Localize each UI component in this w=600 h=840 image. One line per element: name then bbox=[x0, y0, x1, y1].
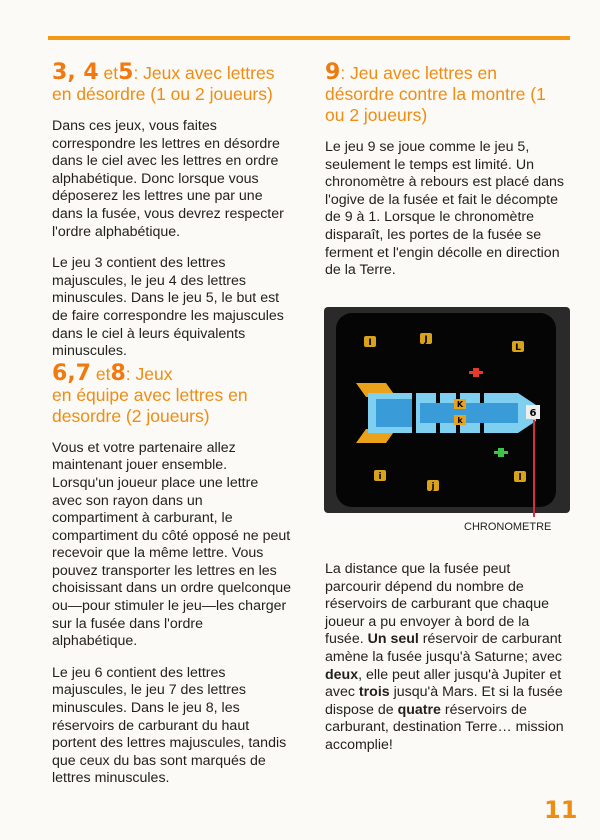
top-rule bbox=[48, 36, 570, 40]
left-column bbox=[52, 62, 292, 788]
fuel-letter: l bbox=[518, 473, 522, 483]
tv-screen bbox=[336, 313, 556, 507]
heading-game-9: 9: Jeu avec lettres en désordre contre la montre (1 ou 2 joueurs) bbox=[325, 60, 546, 125]
game-number: 3 bbox=[52, 60, 68, 85]
rocket-letter: k bbox=[457, 416, 463, 425]
right-column-bottom bbox=[325, 561, 570, 755]
fuel-letter: L bbox=[515, 343, 521, 353]
paragraph-distance: La distance que la fusée peut parcourir dépend du nombre de réservoirs de carburant que chaque joueur a pu envoyer à bord de la fusée. Un seul réservoir de carburant amène la fusée jusqu'à Saturne; avec deux, elle peut aller jusqu'à Jupiter et avec trois jusqu'à Mars. Et si la fusée dispose de quatre réservoirs de carburant, destination Terre… mission accomplie! bbox=[325, 561, 564, 753]
game-number: 6 bbox=[52, 360, 68, 386]
game-number: 4 bbox=[83, 60, 99, 85]
paragraph-intro: Dans ces jeux, vous faites correspondre les lettres en désordre dans le ciel avec les lettres en ordre alphabétique. Donc lorsque vous déposerez les lettres une par une dans la fusée, vous devrez respecter l'ordre alphabétique. bbox=[52, 118, 284, 240]
fuel-letter: j bbox=[431, 482, 435, 492]
figure-caption: CHRONOMETRE bbox=[464, 521, 552, 533]
game-number: 8 bbox=[110, 360, 126, 386]
paragraph-game-9: Le jeu 9 se joue comme le jeu 5, seulement le temps est limité. Un chronomètre à rebours est placé dans l'ogive de la fusée et fait le décompte de 9 à 1. Lorsque le chronomètre disparaît, les portes de la fusée se ferment et l'engin décolle en direction de la Terre. bbox=[325, 139, 564, 279]
fuel-letter: J bbox=[424, 335, 428, 345]
game-number: 7 bbox=[75, 360, 91, 386]
rocket-letter: K bbox=[456, 400, 464, 409]
caption-pointer bbox=[533, 420, 535, 517]
page-number: 11 bbox=[544, 796, 578, 824]
fuel-letter: i bbox=[378, 472, 382, 482]
game-number: 9 bbox=[325, 60, 341, 85]
paragraph-team-play: Vous et votre partenaire allez maintenant jouer ensemble. Lorsqu'un joueur place une lettre avec son rayon dans un compartiment à carburant, le compartiment du côté opposé ne peut recevoir que la même lettre. Vous pouvez transporter les lettres en les choisissant dans un ordre quelconque ou—pour stimuler le jeu—les charger sur la fusée dans l'ordre alphabétique. bbox=[52, 439, 291, 650]
game-scene bbox=[336, 313, 556, 507]
red-ship-icon bbox=[469, 368, 483, 377]
fuel-letter: I bbox=[368, 338, 372, 348]
rocket-icon bbox=[356, 383, 536, 443]
right-column bbox=[325, 62, 570, 280]
paragraph-games-6-8: Le jeu 6 contient des lettres majuscules, le jeu 7 des lettres minuscules. Dans le jeu 8, les réservoirs de carburant du haut portent des lettres majuscules, tandis que ceux du bas sont marqués de lettres minuscules. bbox=[52, 664, 287, 787]
game-number: 5 bbox=[118, 60, 134, 85]
paragraph-games-3-5: Le jeu 3 contient des lettres majuscules, le jeu 4 des lettres minuscules. Dans le jeu 5, le but est de faire correspondre les majuscules dans le ciel à leurs équivalents minuscules. bbox=[52, 255, 284, 360]
green-ship-icon bbox=[494, 448, 508, 457]
timer-digit: 6 bbox=[529, 408, 537, 419]
heading-games-6-7-8: 6,7 et8: Jeux en équipe avec lettres en desordre (2 joueurs) bbox=[52, 360, 248, 426]
heading-games-3-4-5: 3, 4 et5: Jeux avec lettres en désordre (1 ou 2 joueurs) bbox=[52, 60, 275, 104]
